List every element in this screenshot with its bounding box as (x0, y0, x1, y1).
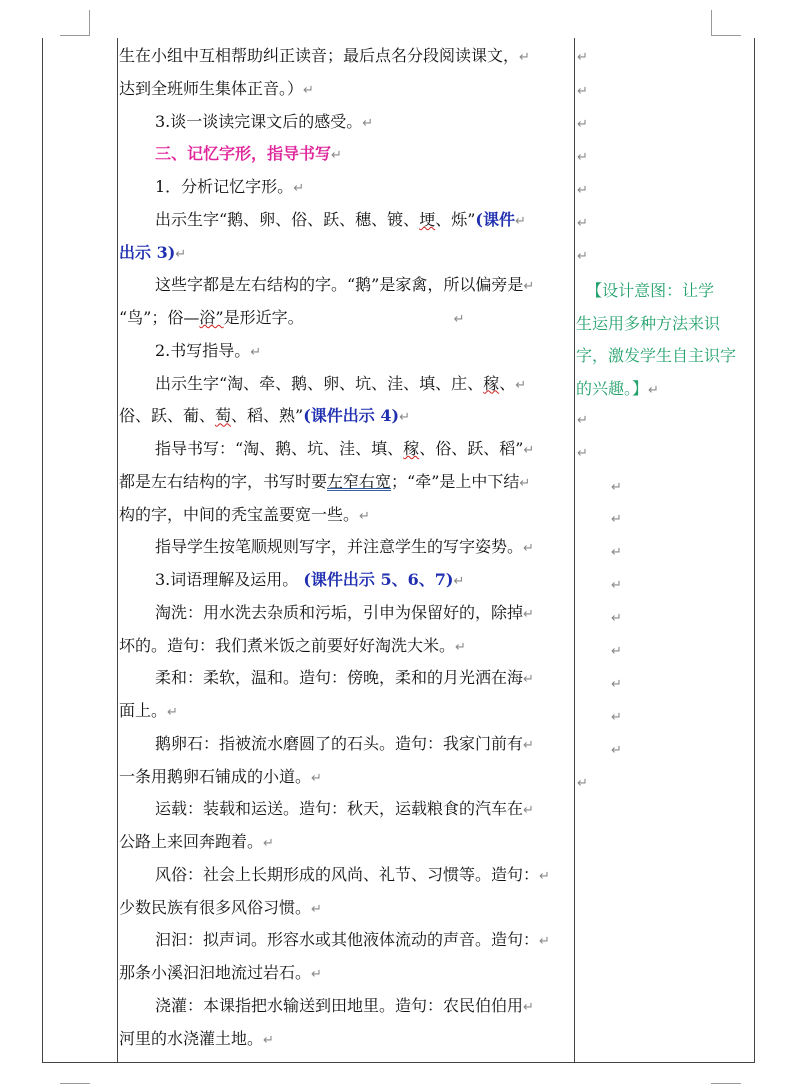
paragraph-mark-icon: ↵ (539, 868, 550, 884)
crop-mark (711, 1083, 741, 1084)
text-run: 浇灌：本课指把水输送到田地里。造句：农民伯伯用 (155, 995, 524, 1015)
text-line (119, 434, 615, 464)
text-run: 面上。 (119, 701, 168, 720)
text-line (119, 205, 615, 235)
paragraph-mark-icon: ↵ (611, 743, 622, 758)
text-run: 汩汩：拟声词。形容水或其他液体流动的声音。造句： (155, 930, 540, 950)
paragraph-mark-icon: ↵ (577, 776, 588, 791)
crop-mark (89, 10, 90, 36)
paragraph-mark-icon: ↵ (611, 578, 622, 593)
crop-mark (60, 35, 90, 36)
paragraph-mark-icon: ↵ (250, 344, 262, 360)
text-line (119, 74, 579, 104)
text-line (119, 991, 615, 1021)
paragraph-mark-icon: ↵ (539, 934, 550, 950)
paragraph-mark-icon: ↵ (611, 677, 622, 692)
text-line (119, 860, 615, 890)
crop-mark (60, 1083, 90, 1084)
text-run: 、稻、熟” (231, 406, 304, 426)
paragraph-mark-icon: ↵ (303, 82, 314, 98)
text-run: 那条小溪汩汩地流过岩石。 (119, 963, 312, 982)
text-run: 出示生字“淘、牵、鹅、卵、坑、洼、填、庄、 (155, 373, 484, 393)
text-line (119, 401, 579, 431)
paragraph-mark-icon: ↵ (648, 382, 659, 398)
text-line (119, 532, 615, 562)
text-line (119, 336, 615, 366)
paragraph-mark-icon: ↵ (167, 705, 178, 720)
paragraph-mark-icon: ↵ (519, 50, 530, 65)
text-run: 、 (499, 373, 516, 393)
text-line (119, 827, 579, 857)
paragraph-mark-icon: ↵ (362, 115, 374, 131)
text-line (119, 139, 615, 169)
text-line (119, 794, 615, 824)
text-line (119, 238, 579, 268)
text-run: 1．分析记忆字形。 (155, 177, 294, 196)
text-line (119, 172, 615, 202)
text-line (119, 925, 615, 955)
text-run: 柔和：柔软，温和。造句：傍晚，柔和的月光洒在海 (155, 668, 524, 688)
paragraph-mark-icon: ↵ (263, 1032, 274, 1048)
paragraph-mark-icon: ↵ (311, 967, 322, 982)
paragraph-mark-icon: ↵ (523, 999, 534, 1015)
crop-mark (711, 35, 741, 36)
text-run: 浴” (199, 308, 224, 327)
paragraph-mark-icon: ↵ (611, 611, 622, 626)
side-note-line: 的兴趣。】↵ (576, 378, 659, 398)
text-run: 少数民族有很多风俗习惯。 (119, 897, 312, 917)
text-run: (课件出示 5、6、7) (303, 570, 454, 589)
text-line (119, 663, 615, 693)
design-intent-note (576, 275, 762, 407)
text-run: 三、记忆字形，指导书写 (155, 144, 332, 164)
paragraph-mark-icon: ↵ (611, 710, 622, 725)
paragraph-mark-icon: ↵ (523, 803, 534, 819)
paragraph-mark-icon: ↵ (523, 279, 535, 295)
text-run: 出示生字“鹅、卵、俗、跃、穗、镀、 (155, 209, 420, 229)
text-run: 鹅卵石：指被流水磨圆了的石头。造句：我家门前有 (155, 733, 524, 753)
paragraph-mark-icon: ↵ (455, 639, 466, 655)
side-note-line: 【设计意图：让学 (576, 281, 715, 300)
table-border-bottom (42, 1062, 755, 1063)
text-run: 风俗：社会上长期形成的风尚、礼节、习惯等。造句： (155, 864, 540, 884)
text-run: 指导学生按笔顺规则写字，并注意学生的写字姿势。 (155, 537, 524, 557)
paragraph-mark-icon: ↵ (311, 901, 322, 917)
text-run: 指导书写：“淘、鹅、坑、洼、填、 (155, 439, 404, 458)
paragraph-mark-icon: ↵ (611, 480, 622, 495)
paragraph-mark-icon: ↵ (577, 413, 588, 428)
text-line (119, 958, 579, 988)
text-line (119, 41, 579, 71)
text-run: 左窄右宽 (327, 471, 392, 491)
text-run: 这些字都是左右结构的字。“鹅”是家禽，所以偏旁是 (155, 275, 524, 295)
text-run: 、俗、跃、稻” (419, 439, 524, 458)
text-line (119, 1024, 579, 1054)
table-border-right (754, 38, 755, 1063)
paragraph-mark-icon: ↵ (453, 574, 465, 589)
text-line (119, 598, 615, 628)
text-run: 3.词语理解及运用。 (155, 570, 304, 589)
text-line (119, 729, 615, 759)
text-run: 出示 3) (119, 242, 176, 262)
text-run: 运载：装载和运送。造句：秋天，运载粮食的汽车在 (155, 799, 524, 819)
paragraph-mark-icon: ↵ (577, 150, 588, 165)
text-line (119, 500, 579, 530)
text-run: ；“牵”是上中下结 (391, 471, 520, 491)
paragraph-mark-icon: ↵ (577, 84, 588, 99)
paragraph-mark-icon: ↵ (399, 410, 410, 426)
side-note-line: 字，激发学生自主识字 (576, 346, 737, 365)
text-run: 淘洗：用水洗去杂质和污垢，引申为保留好的，除掉 (155, 602, 524, 622)
paragraph-mark-icon: ↵ (453, 312, 465, 327)
text-run: 、烁” (435, 209, 476, 229)
paragraph-mark-icon: ↵ (611, 644, 622, 659)
paragraph-mark-icon: ↵ (577, 446, 588, 461)
text-run: 坏的。造句：我们煮米饭之前要好好淘洗大米。 (119, 635, 456, 655)
crop-mark (711, 10, 712, 36)
paragraph-mark-icon: ↵ (331, 148, 342, 164)
text-line (119, 631, 579, 661)
paragraph-mark-icon: ↵ (175, 246, 187, 262)
text-run: 构的字，中间的秃宝盖要宽一些。 (119, 504, 360, 524)
paragraph-mark-icon: ↵ (523, 443, 535, 458)
paragraph-mark-icon: ↵ (577, 216, 588, 231)
side-note-line: 生运用多种方法来识 (576, 313, 721, 333)
text-line (119, 696, 579, 726)
table-border-col1 (117, 38, 118, 1063)
text-run: 俗、跃、葡、 (119, 406, 216, 426)
text-run: 稼 (483, 373, 500, 393)
paragraph-mark-icon: ↵ (311, 770, 322, 786)
paragraph-mark-icon: ↵ (523, 541, 534, 557)
text-line (119, 303, 579, 333)
text-line (119, 467, 579, 497)
text-line (119, 369, 615, 399)
paragraph-mark-icon: ↵ (523, 737, 534, 753)
paragraph-mark-icon: ↵ (293, 181, 305, 196)
paragraph-mark-icon: ↵ (577, 50, 588, 65)
text-run: 一条用鹅卵石铺成的小道。 (119, 766, 312, 786)
text-run: 公路上来回奔跑着。 (119, 832, 264, 851)
text-run: 生在小组中互相帮助纠正读音；最后点名分段阅读课文， (119, 46, 520, 65)
text-run: 是形近字。 (223, 308, 304, 327)
text-run: 2.书写指导。 (155, 340, 251, 360)
paragraph-mark-icon: ↵ (577, 117, 588, 132)
text-run: “鸟”；俗— (119, 308, 200, 327)
text-run: (课件 (475, 209, 515, 229)
paragraph-mark-icon: ↵ (359, 508, 370, 524)
paragraph-mark-icon: ↵ (577, 183, 588, 198)
paragraph-mark-icon: ↵ (523, 672, 534, 688)
text-run: 达到全班师生集体正音。） (119, 78, 304, 98)
text-line (119, 107, 615, 137)
text-line (119, 565, 615, 595)
paragraph-mark-icon: ↵ (263, 836, 274, 851)
paragraph-mark-icon: ↵ (577, 249, 588, 264)
paragraph-mark-icon: ↵ (519, 475, 531, 491)
text-run: 都是左右结构的字，书写时要 (119, 471, 328, 491)
text-run: 3.谈一谈读完课文后的感受。 (155, 111, 363, 131)
table-border-left (42, 38, 43, 1063)
paragraph-mark-icon: ↵ (515, 377, 527, 393)
paragraph-mark-icon: ↵ (514, 213, 526, 229)
text-line (119, 893, 579, 923)
paragraph-mark-icon: ↵ (523, 606, 534, 622)
paragraph-mark-icon: ↵ (611, 545, 622, 560)
text-line (119, 762, 579, 792)
text-run: 河里的水浇灌土地。 (119, 1028, 264, 1048)
text-line (119, 270, 615, 300)
text-run: 萄 (215, 406, 232, 426)
text-run: 埂 (419, 209, 436, 229)
text-run: (课件出示 4) (303, 406, 400, 426)
paragraph-mark-icon: ↵ (611, 512, 622, 527)
text-run: 稼 (403, 439, 420, 458)
